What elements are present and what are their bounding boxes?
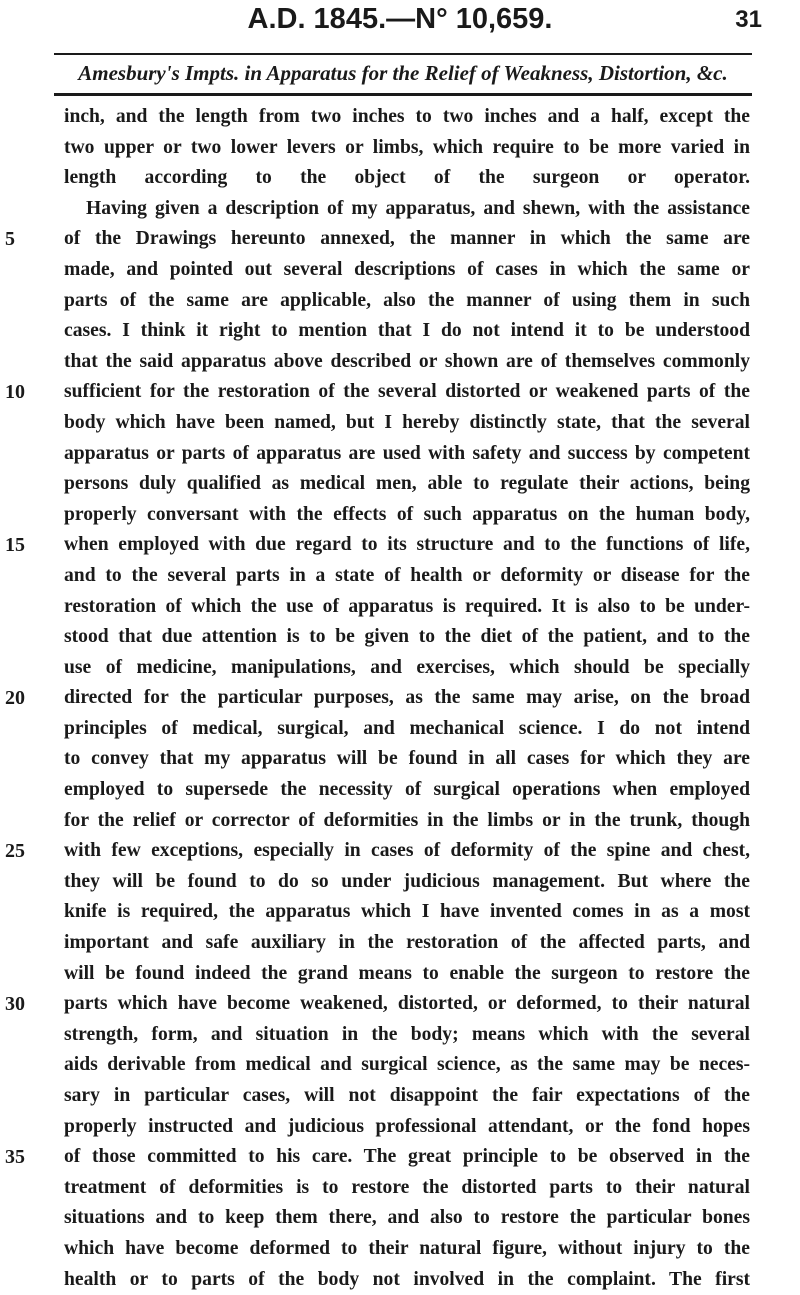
line-text: properly instructed and judicious professional attendant, or the fond hopes — [64, 1115, 750, 1137]
line-text: parts which have become weakened, distorted, or deformed, to their natural — [64, 993, 750, 1015]
text-line — [64, 1050, 750, 1081]
line-text: situations and to keep them there, and also to restore the particular bones — [64, 1207, 750, 1229]
text-line — [5, 377, 750, 408]
text-line — [64, 286, 750, 317]
line-text: of the Drawings hereunto annexed, the manner in which the same are — [64, 228, 750, 250]
text-line — [64, 806, 750, 837]
text-line — [64, 561, 750, 592]
page-number: 31 — [735, 6, 762, 33]
line-text: for the relief or corrector of deformities in the limbs or in the trunk, though — [64, 809, 750, 831]
text-line — [64, 133, 750, 164]
line-text: inch, and the length from two inches to two inches and a half, except the — [64, 106, 750, 127]
line-text: sary in particular cases, will not disappoint the fair expectations of the — [64, 1085, 750, 1106]
line-text: body which have been named, but I hereby distinctly state, that the several — [64, 411, 750, 433]
line-text: important and safe auxiliary in the restoration of the affected parts, and — [64, 932, 750, 954]
line-text: and to the several parts in a state of health or deformity or disease for the — [64, 564, 750, 586]
line-text: strength, form, and situation in the body; means which with the several — [64, 1023, 750, 1045]
text-line — [64, 928, 750, 959]
text-line — [64, 1173, 750, 1204]
line-text: length according to the object of the surgeon or operator. — [64, 167, 750, 189]
line-text: properly conversant with the effects of such apparatus on the human body, — [64, 503, 750, 525]
line-number: 15 — [5, 534, 25, 557]
text-line — [64, 408, 750, 439]
line-number: 30 — [5, 993, 25, 1016]
line-number: 20 — [5, 687, 25, 710]
text-line — [64, 469, 750, 500]
line-text: to convey that my apparatus will be found in all cases for which they are — [64, 748, 750, 770]
line-text: directed for the particular purposes, as the same may arise, on the broad — [64, 687, 750, 709]
line-text: made, and pointed out several descriptions of cases in which the same or — [64, 258, 750, 280]
text-line — [64, 714, 750, 745]
line-text: which have become deformed to their natural figure, without injury to the — [64, 1237, 750, 1259]
patent-number-heading: A.D. 1845.—N° 10,659. — [247, 3, 553, 35]
line-text: persons duly qualified as medical men, able to regulate their actions, being — [64, 473, 750, 495]
text-line — [64, 744, 750, 775]
text-line — [64, 959, 750, 990]
text-line — [64, 347, 750, 378]
text-line — [64, 255, 750, 286]
text-line — [64, 1265, 750, 1295]
line-text: use of medicine, manipulations, and exercises, which should be specially — [64, 656, 750, 678]
page-header — [0, 0, 800, 44]
header-rule-bottom — [54, 93, 752, 96]
text-line — [64, 592, 750, 623]
line-text: aids derivable from medical and surgical science, as the same may be neces- — [64, 1054, 750, 1076]
text-line — [64, 775, 750, 806]
line-text: parts of the same are applicable, also the manner of using them in such — [64, 289, 750, 311]
text-line — [64, 1203, 750, 1234]
text-line — [64, 102, 750, 133]
line-text: cases. I think it right to mention that I do not intend it to be understood — [64, 320, 750, 342]
text-line — [5, 836, 750, 867]
line-text: restoration of which the use of apparatus is required. It is also to be under- — [64, 595, 750, 617]
line-number: 35 — [5, 1146, 25, 1169]
line-text: stood that due attention is to be given to the diet of the patient, and to the — [64, 626, 750, 648]
text-line — [64, 194, 750, 225]
line-text: employed to supersede the necessity of surgical operations when employed — [64, 779, 750, 801]
line-text: that the said apparatus above described or shown are of themselves commonly — [64, 350, 750, 372]
text-line — [64, 1081, 750, 1112]
line-number: 5 — [5, 228, 15, 251]
text-line — [64, 622, 750, 653]
line-text: health or to parts of the body not involved in the complaint. The first — [64, 1268, 750, 1290]
text-line — [5, 224, 750, 255]
line-text: treatment of deformities is to restore the distorted parts to their natural — [64, 1176, 750, 1198]
text-line — [64, 439, 750, 470]
line-text: when employed with due regard to its structure and to the functions of life, — [64, 534, 750, 556]
text-line — [64, 1234, 750, 1265]
text-line — [5, 989, 750, 1020]
line-text: knife is required, the apparatus which I have invented comes in as a most — [64, 901, 750, 923]
line-text: Having given a description of my apparatus, and shewn, with the assistance — [86, 197, 750, 219]
text-line — [64, 163, 750, 194]
text-line — [64, 1112, 750, 1143]
text-line — [64, 1020, 750, 1051]
line-text: they will be found to do so under judicious management. But where the — [64, 870, 750, 892]
line-text: sufficient for the restoration of the several distorted or weakened parts of the — [64, 381, 750, 403]
line-number: 25 — [5, 840, 25, 863]
text-line — [64, 867, 750, 898]
running-title: Amesbury's Impts. in Apparatus for the Relief of Weakness, Distortion, &c. — [78, 61, 728, 85]
text-line — [64, 316, 750, 347]
line-number: 10 — [5, 381, 25, 404]
line-text: will be found indeed the grand means to enable the surgeon to restore the — [64, 962, 750, 984]
line-text: two upper or two lower levers or limbs, which require to be more varied in — [64, 136, 750, 158]
text-line — [64, 897, 750, 928]
line-text: apparatus or parts of apparatus are used with safety and success by competent — [64, 442, 750, 464]
text-line — [5, 530, 750, 561]
line-text: of those committed to his care. The great principle to be observed in the — [64, 1146, 750, 1168]
body-text — [5, 102, 750, 1295]
line-text: with few exceptions, especially in cases of deformity of the spine and chest, — [64, 840, 750, 862]
text-line — [5, 1142, 750, 1173]
text-line — [64, 653, 750, 684]
text-line — [64, 500, 750, 531]
text-line — [5, 683, 750, 714]
header-rule-top — [54, 53, 752, 55]
line-text: principles of medical, surgical, and mechanical science. I do not intend — [64, 717, 750, 739]
